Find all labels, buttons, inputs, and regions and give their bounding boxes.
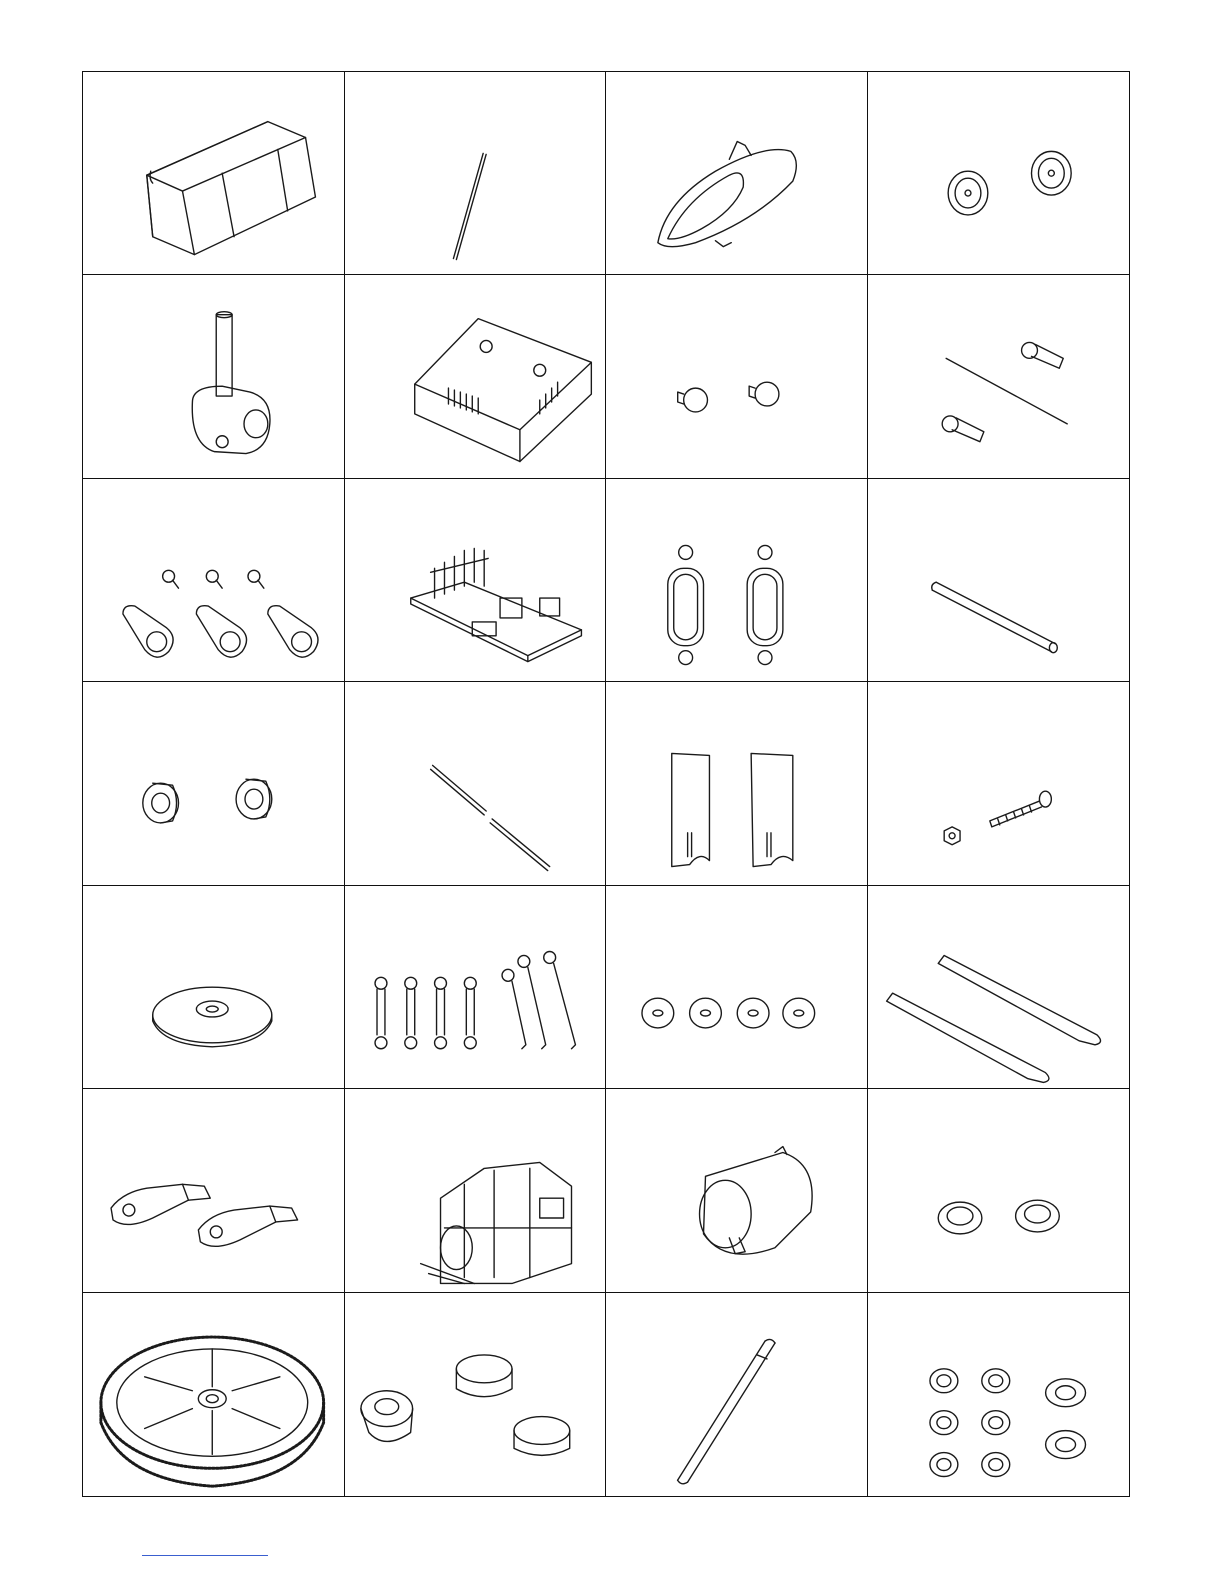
part-cell-21 — [83, 1089, 345, 1292]
collar-pair-icon — [83, 682, 344, 884]
part-cell-11 — [606, 479, 868, 682]
tail-boom-shaft-icon — [606, 1293, 867, 1496]
part-cell-9 — [83, 479, 345, 682]
ball-bearing-set-icon — [868, 1293, 1130, 1496]
part-cell-27 — [606, 1293, 868, 1496]
main-shaft-hub-icon — [83, 275, 344, 477]
bushing-pair-icon — [868, 1089, 1130, 1291]
part-cell-28 — [868, 1293, 1130, 1496]
part-cell-8 — [868, 275, 1130, 478]
part-cell-14 — [345, 682, 607, 885]
part-cell-25 — [83, 1293, 345, 1496]
part-cell-19 — [606, 886, 868, 1089]
part-cell-10 — [345, 479, 607, 682]
tube-rod-icon — [868, 479, 1130, 681]
part-cell-6 — [345, 275, 607, 478]
part-cell-7 — [606, 275, 868, 478]
parts-grid — [82, 71, 1130, 1497]
screws-and-pin-icon — [868, 275, 1130, 477]
ball-links-set-icon — [345, 886, 606, 1088]
part-cell-16 — [868, 682, 1130, 885]
part-cell-15 — [606, 682, 868, 885]
part-cell-20 — [868, 886, 1130, 1089]
canopy-mount-pin-pair-icon — [606, 275, 867, 477]
part-cell-23 — [606, 1089, 868, 1292]
thin-rod-icon — [345, 72, 606, 274]
part-cell-24 — [868, 1089, 1130, 1292]
circuit-board-icon — [345, 479, 606, 681]
canopy-icon — [606, 72, 867, 274]
part-cell-12 — [868, 479, 1130, 682]
part-cell-1 — [83, 72, 345, 275]
main-blade-pair-icon — [868, 886, 1130, 1088]
part-cell-2 — [345, 72, 607, 275]
tail-blade-pair-icon — [606, 682, 867, 884]
receiver-box-icon — [345, 275, 606, 477]
main-frame-icon — [345, 1089, 606, 1291]
disc-plate-icon — [83, 886, 344, 1088]
part-cell-26 — [345, 1293, 607, 1496]
part-cell-4 — [868, 72, 1130, 275]
split-rod-icon — [345, 682, 606, 884]
rubber-damper-pair-icon — [868, 72, 1130, 274]
servo-arms-with-screws-icon — [83, 479, 344, 681]
part-cell-22 — [345, 1089, 607, 1292]
motor-icon — [606, 1089, 867, 1291]
bolt-and-nut-icon — [868, 682, 1130, 884]
part-cell-18 — [345, 886, 607, 1089]
part-cell-3 — [606, 72, 868, 275]
part-cell-17 — [83, 886, 345, 1089]
part-cell-5 — [83, 275, 345, 478]
washer-set-icon — [606, 886, 867, 1088]
blade-grip-pair-icon — [83, 1089, 344, 1291]
footer-link-underline[interactable] — [142, 1555, 268, 1556]
main-gear-icon — [83, 1293, 344, 1496]
part-cell-13 — [83, 682, 345, 885]
linkage-loop-pair-icon — [606, 479, 867, 681]
bearing-rings-icon — [345, 1293, 606, 1496]
battery-pack-icon — [83, 72, 344, 274]
